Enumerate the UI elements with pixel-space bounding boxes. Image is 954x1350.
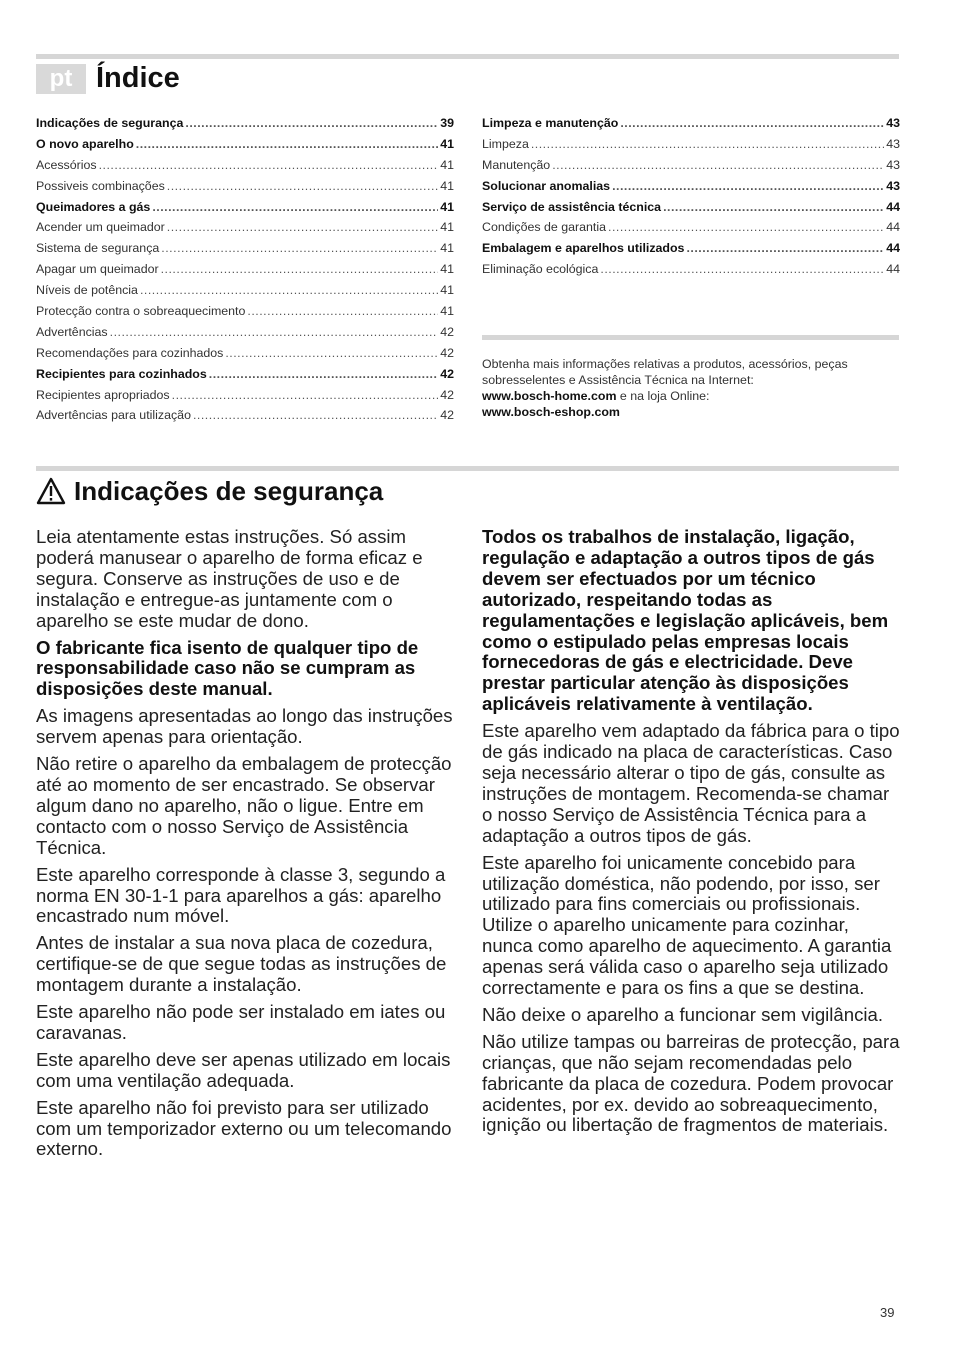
toc-entry[interactable] — [482, 220, 900, 241]
toc-entry-label: Acessórios — [36, 157, 97, 172]
toc-dot-leader — [167, 220, 438, 234]
toc-entry-label: Eliminação ecológica — [482, 262, 599, 277]
section-rule — [36, 466, 899, 471]
toc-entry[interactable] — [36, 241, 454, 262]
toc-entry-label: Limpeza e manutenção — [482, 116, 619, 130]
toc-dot-leader — [152, 200, 438, 214]
toc-entry-label: Recipientes apropriados — [36, 387, 170, 402]
toc-dot-leader — [209, 367, 438, 381]
toc-entry-page: 43 — [886, 136, 900, 151]
toc-entry-label: Sistema de segurança — [36, 241, 160, 256]
paragraph: Este aparelho não pode ser instalado em iates ou caravanas. — [36, 1001, 446, 1043]
safety-right-column — [482, 527, 902, 1142]
toc-entry-page: 42 — [440, 408, 454, 423]
toc-dot-leader — [140, 283, 438, 297]
toc-entry-page: 41 — [440, 220, 454, 235]
toc-entry-page: 43 — [886, 157, 900, 172]
toc-dot-leader — [608, 220, 884, 234]
toc-entry-page: 41 — [440, 304, 454, 319]
toc-dot-leader — [531, 137, 884, 151]
toc-entry-label: Apagar um queimador — [36, 262, 159, 277]
online-info — [482, 356, 902, 420]
toc-entry-label: Recomendações para cozinhados — [36, 345, 224, 360]
toc-entry-page: 44 — [886, 220, 900, 235]
toc-dot-leader — [225, 346, 438, 360]
toc-entry-page: 41 — [440, 283, 454, 298]
paragraph: Não retire o aparelho da embalagem de protecção até ao momento de ser encastrado. Se observar algum dano no aparelho, não o ligue. Entre em contacto com o nosso Serviço de Assistência Técnica. — [36, 753, 452, 858]
toc-entry-page: 41 — [440, 136, 454, 151]
info-middle-text: e na loja Online: — [616, 389, 710, 403]
toc-dot-leader — [600, 262, 884, 276]
toc-left-column — [36, 116, 454, 429]
toc-entry-page: 42 — [440, 345, 454, 360]
bold-paragraph: Todos os trabalhos de instalação, ligação, regulação e adaptação a outros tipos de gás devem ser efectuados por um técnico autorizado, respeitando todas as regulamentações e legislação aplicáveis, bem como o estipulado pelas empresas locais fornecedoras de gás e electricidade. Deve prestar particular atenção às disposições aplicáveis relativamente à ventilação. — [482, 526, 889, 715]
toc-entry[interactable] — [36, 367, 454, 388]
toc-dot-leader — [185, 116, 438, 130]
warning-triangle-icon — [36, 477, 66, 505]
toc-dot-leader — [663, 200, 884, 214]
toc-entry[interactable] — [482, 137, 900, 158]
toc-entry-label: Condições de garantia — [482, 220, 606, 235]
online-info-text — [482, 356, 902, 388]
section-title — [36, 473, 383, 509]
page-number: 39 — [880, 1305, 895, 1320]
toc-entry[interactable] — [36, 158, 454, 179]
toc-entry-page: 44 — [886, 241, 900, 256]
toc-entry[interactable] — [36, 200, 454, 221]
paragraph: Este aparelho foi unicamente concebido para utilização doméstica, não podendo, por isso, ser utilizado para fins comerciais ou profissionais. Utilize o aparelho unicamente para cozinhar, nunca como aparelho de aquecimento. A garantia apenas será válida caso o aparelho seja utilizado correctamente e para os fins a que se destina. — [482, 851, 892, 999]
toc-entry[interactable] — [36, 325, 454, 346]
toc-entry-page: 43 — [886, 178, 900, 193]
language-badge: pt — [36, 64, 86, 94]
toc-entry[interactable] — [482, 158, 900, 179]
toc-entry-label: Possiveis combinações — [36, 178, 165, 193]
toc-entry[interactable] — [36, 220, 454, 241]
toc-dot-leader — [161, 241, 438, 255]
toc-dot-leader — [110, 325, 439, 339]
toc-dot-leader — [686, 241, 884, 255]
toc-dot-leader — [620, 116, 884, 130]
toc-dot-leader — [136, 137, 438, 151]
toc-entry-label: Advertências para utilização — [36, 408, 191, 423]
toc-dot-leader — [193, 408, 438, 422]
paragraph: Antes de instalar a sua nova placa de cozedura, certifique-se de que segue todas as instruções de montagem durante a instalação. — [36, 932, 447, 996]
toc-entry-label: Acender um queimador — [36, 220, 165, 235]
toc-dot-leader — [552, 158, 884, 172]
toc-entry-page: 41 — [440, 178, 454, 193]
toc-dot-leader — [167, 179, 438, 193]
toc-entry[interactable] — [482, 241, 900, 262]
toc-entry-label: Queimadores a gás — [36, 199, 151, 214]
toc-entry[interactable] — [482, 179, 900, 200]
toc-entry[interactable] — [36, 116, 454, 137]
toc-entry-page: 43 — [886, 116, 900, 130]
paragraph: Não deixe o aparelho a funcionar sem vigilância. — [482, 1003, 884, 1025]
toc-entry-page: 44 — [886, 262, 900, 277]
toc-entry-label: Manutenção — [482, 157, 551, 172]
toc-entry-page: 42 — [440, 324, 454, 339]
toc-entry-label: Limpeza — [482, 136, 529, 151]
toc-dot-leader — [172, 388, 439, 402]
toc-entry-page: 42 — [440, 366, 454, 381]
paragraph: Leia atentamente estas instruções. Só assim poderá manusear o aparelho de forma eficaz e segura. Conserve as instruções de uso e de instalação e entregue-as juntamente com o aparelho se este mudar de dono. — [36, 526, 423, 631]
toc-entry[interactable] — [36, 262, 454, 283]
paragraph: As imagens apresentadas ao longo das instruções servem apenas para orientação. — [36, 705, 453, 748]
toc-entry[interactable] — [36, 283, 454, 304]
toc-dot-leader — [612, 179, 884, 193]
toc-entry-label: Protecção contra o sobreaquecimento — [36, 304, 246, 319]
toc-entry-label: Advertências — [36, 324, 108, 339]
safety-left-column — [36, 527, 456, 1166]
toc-entry[interactable] — [36, 179, 454, 200]
toc-entry-label: Solucionar anomalias — [482, 178, 611, 193]
toc-entry-page: 42 — [440, 387, 454, 402]
toc-entry[interactable] — [36, 408, 454, 429]
toc-entry[interactable] — [482, 262, 900, 283]
toc-entry-label: Níveis de potência — [36, 283, 138, 298]
toc-entry-page: 41 — [440, 199, 454, 214]
bosch-home-link[interactable]: www.bosch-home.com — [482, 389, 617, 403]
toc-entry-label: O novo aparelho — [36, 136, 134, 151]
toc-dot-leader — [247, 304, 438, 318]
paragraph: Este aparelho não foi previsto para ser utilizado com um temporizador externo ou um telecomando externo. — [36, 1096, 452, 1160]
toc-dot-leader — [99, 158, 439, 172]
toc-entry[interactable] — [36, 137, 454, 158]
toc-entry[interactable] — [36, 388, 454, 409]
toc-dot-leader — [161, 262, 439, 276]
page-title: Índice — [96, 62, 180, 94]
toc-entry[interactable] — [36, 346, 454, 367]
toc-entry-label: Recipientes para cozinhados — [36, 366, 207, 381]
toc-entry-label: Serviço de assistência técnica — [482, 199, 662, 214]
toc-right-column — [482, 116, 900, 283]
toc-entry-page: 41 — [440, 262, 454, 277]
paragraph: Não utilize tampas ou barreiras de protecção, para crianças, que não sejam recomendadas pelo fabricante da placa de cozedura. Podem provocar acidentes, por ex. devido ao sobreaquecimento, ignição ou libertação de fragmentos de materiais. — [482, 1030, 900, 1136]
paragraph: Este aparelho vem adaptado da fábrica para o tipo de gás indicado na placa de características. Caso seja necessário alterar o tipo de gás, consulte as instruções de montagem. Recomenda-se chamar o nosso Serviço de Assistência Técnica para a adaptação a outros tipos de gás. — [482, 720, 900, 846]
info-divider — [482, 335, 899, 340]
paragraph: Este aparelho corresponde à classe 3, segundo a norma EN 30-1-1 para aparelhos a gás: aparelho encastrado num móvel. — [36, 863, 446, 927]
info-text: Obtenha mais informações relativas a produtos, acessórios, peças sobresselentes e Assistência Técnica na Internet: — [482, 357, 848, 387]
paragraph: Este aparelho deve ser apenas utilizado em locais com uma ventilação adequada. — [36, 1048, 451, 1091]
toc-entry-page: 44 — [886, 199, 900, 214]
bold-paragraph: O fabricante fica isento de qualquer tipo de responsabilidade caso não se cumpram as disposições deste manual. — [36, 636, 419, 700]
toc-entry-page: 39 — [440, 116, 454, 130]
toc-entry-label: Indicações de segurança — [36, 116, 184, 130]
toc-entry-label: Embalagem e aparelhos utilizados — [482, 241, 685, 256]
toc-entry-page: 41 — [440, 241, 454, 256]
toc-entry-page: 41 — [440, 157, 454, 172]
section-title-text: Indicações de segurança — [74, 476, 384, 506]
bosch-eshop-link[interactable]: www.bosch-eshop.com — [482, 405, 620, 419]
toc-entry[interactable] — [482, 116, 900, 137]
toc-entry[interactable] — [36, 304, 454, 325]
toc-entry[interactable] — [482, 200, 900, 221]
